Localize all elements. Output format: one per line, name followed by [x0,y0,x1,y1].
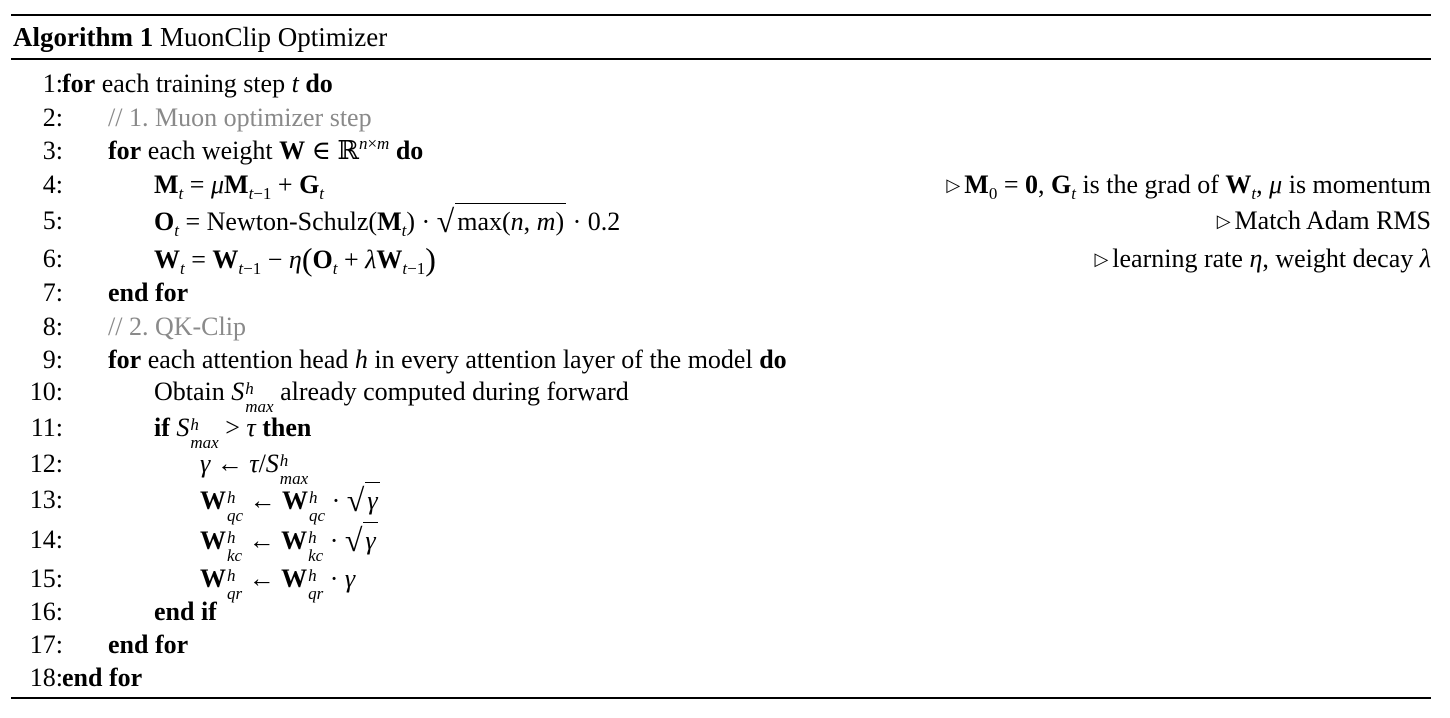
keyword-for: for [62,69,96,98]
line-number: 5: [42,206,63,235]
comment-learning-rate: ▷ learning rate η, weight decay λ [1094,244,1431,273]
keyword-end-if: end if [154,597,217,626]
algo-line-17 [11,627,1431,663]
line-number: 3: [42,136,63,165]
algo-line-6 [11,241,1431,277]
line-number: 14: [29,525,63,554]
line-text: in every attention layer of the model [374,345,753,374]
algo-line-1: 1: for each training step t do [11,66,1431,102]
caption-rule [11,58,1431,60]
line-number: 18: [29,663,63,692]
wkc-update: W h kc ← W h kc · √ γ [200,522,376,565]
algo-line-11: 11: if S h max > τ then [11,410,1431,446]
gamma-assign: γ ← τ/S h max [200,449,309,488]
line-number: 4: [42,170,63,199]
algo-line-18 [11,660,1431,696]
line-text: each weight [147,136,273,165]
triangle-icon: ▷ [1094,249,1109,269]
algorithm-caption [13,20,387,54]
algo-line-3: 3: for each weight W ∈ ℝ$^{n\times m}$ do [11,133,1431,169]
wqr-update: W h qr ← W h qr · γ [200,564,356,603]
keyword-if: if [154,413,170,442]
line-number: 10: [29,377,63,406]
algo-line-9: 9: for each attention head h in every attention layer of the model do [11,342,1431,378]
comment-match-adam: ▷ Match Adam RMS [1216,206,1431,235]
top-rule [11,14,1431,16]
line-number: 1: [42,69,63,98]
algo-line-13 [11,482,1431,525]
momentum-update: $M_t = \mu M_{t-1} + G_t$ [154,170,325,203]
algo-line-8 [11,309,1431,345]
line-text: already computed during forward [280,377,629,406]
comment-momentum: ▷ $M_0 = 0$, $G_t$ is the grad of $W_t$, μ is momentum [946,170,1431,203]
line-text: each attention head [147,345,349,374]
line-number: 8: [42,312,63,341]
algo-line-15 [11,561,1431,603]
wqc-update: W h qc ← W h qc · √ γ [200,482,378,525]
algorithm-block [11,0,1431,718]
keyword-end-for: end for [108,630,189,659]
line-number: 12: [29,449,63,478]
keyword-do: do [305,69,333,98]
line-number: 13: [29,485,63,514]
keyword-do: do [395,136,424,165]
algo-line-4 [11,167,1431,203]
line-number: 9: [42,345,63,374]
keyword-for: for [108,345,142,374]
bottom-rule [11,697,1431,699]
algo-line-16 [11,594,1431,630]
keyword-end-for: end for [108,278,189,307]
line-number: 17: [29,630,63,659]
keyword-do: do [759,345,787,374]
comment-muon-step: // 1. Muon optimizer step [108,103,372,132]
algo-line-10: 10: Obtain S h max already computed during forward [11,374,1431,410]
algo-line-7 [11,275,1431,311]
line-number: 16: [29,597,63,626]
line-number: 15: [29,564,63,593]
line-text: each training step [101,69,286,98]
comment-qk-clip: // 2. QK-Clip [108,312,246,341]
algorithm-title: MuonClip Optimizer [159,22,388,52]
line-number: 6: [42,244,63,273]
line-number: 2: [42,103,63,132]
keyword-end-for: end for [62,663,143,692]
keyword-for: for [108,136,142,165]
keyword-then: then [262,413,312,442]
weight-update: $W_t = W_{t-1} - \eta(O_t + \lambda W_{t-1})$ [154,241,436,278]
line-number: 7: [42,278,63,307]
triangle-icon: ▷ [946,175,961,195]
triangle-icon: ▷ [1216,211,1231,231]
line-number: 11: [30,413,63,442]
algo-line-5 [11,203,1431,239]
algo-line-14 [11,522,1431,565]
orthogonalize-update: $O_t$ = Newton-$Schulz(M_t)$ · √ max(n, m) · 0.2 [154,203,621,240]
algo-line-12 [11,446,1431,488]
line-text: Obtain [154,377,225,406]
algorithm-label: Algorithm 1 [13,22,154,52]
algo-line-2 [11,100,1431,136]
